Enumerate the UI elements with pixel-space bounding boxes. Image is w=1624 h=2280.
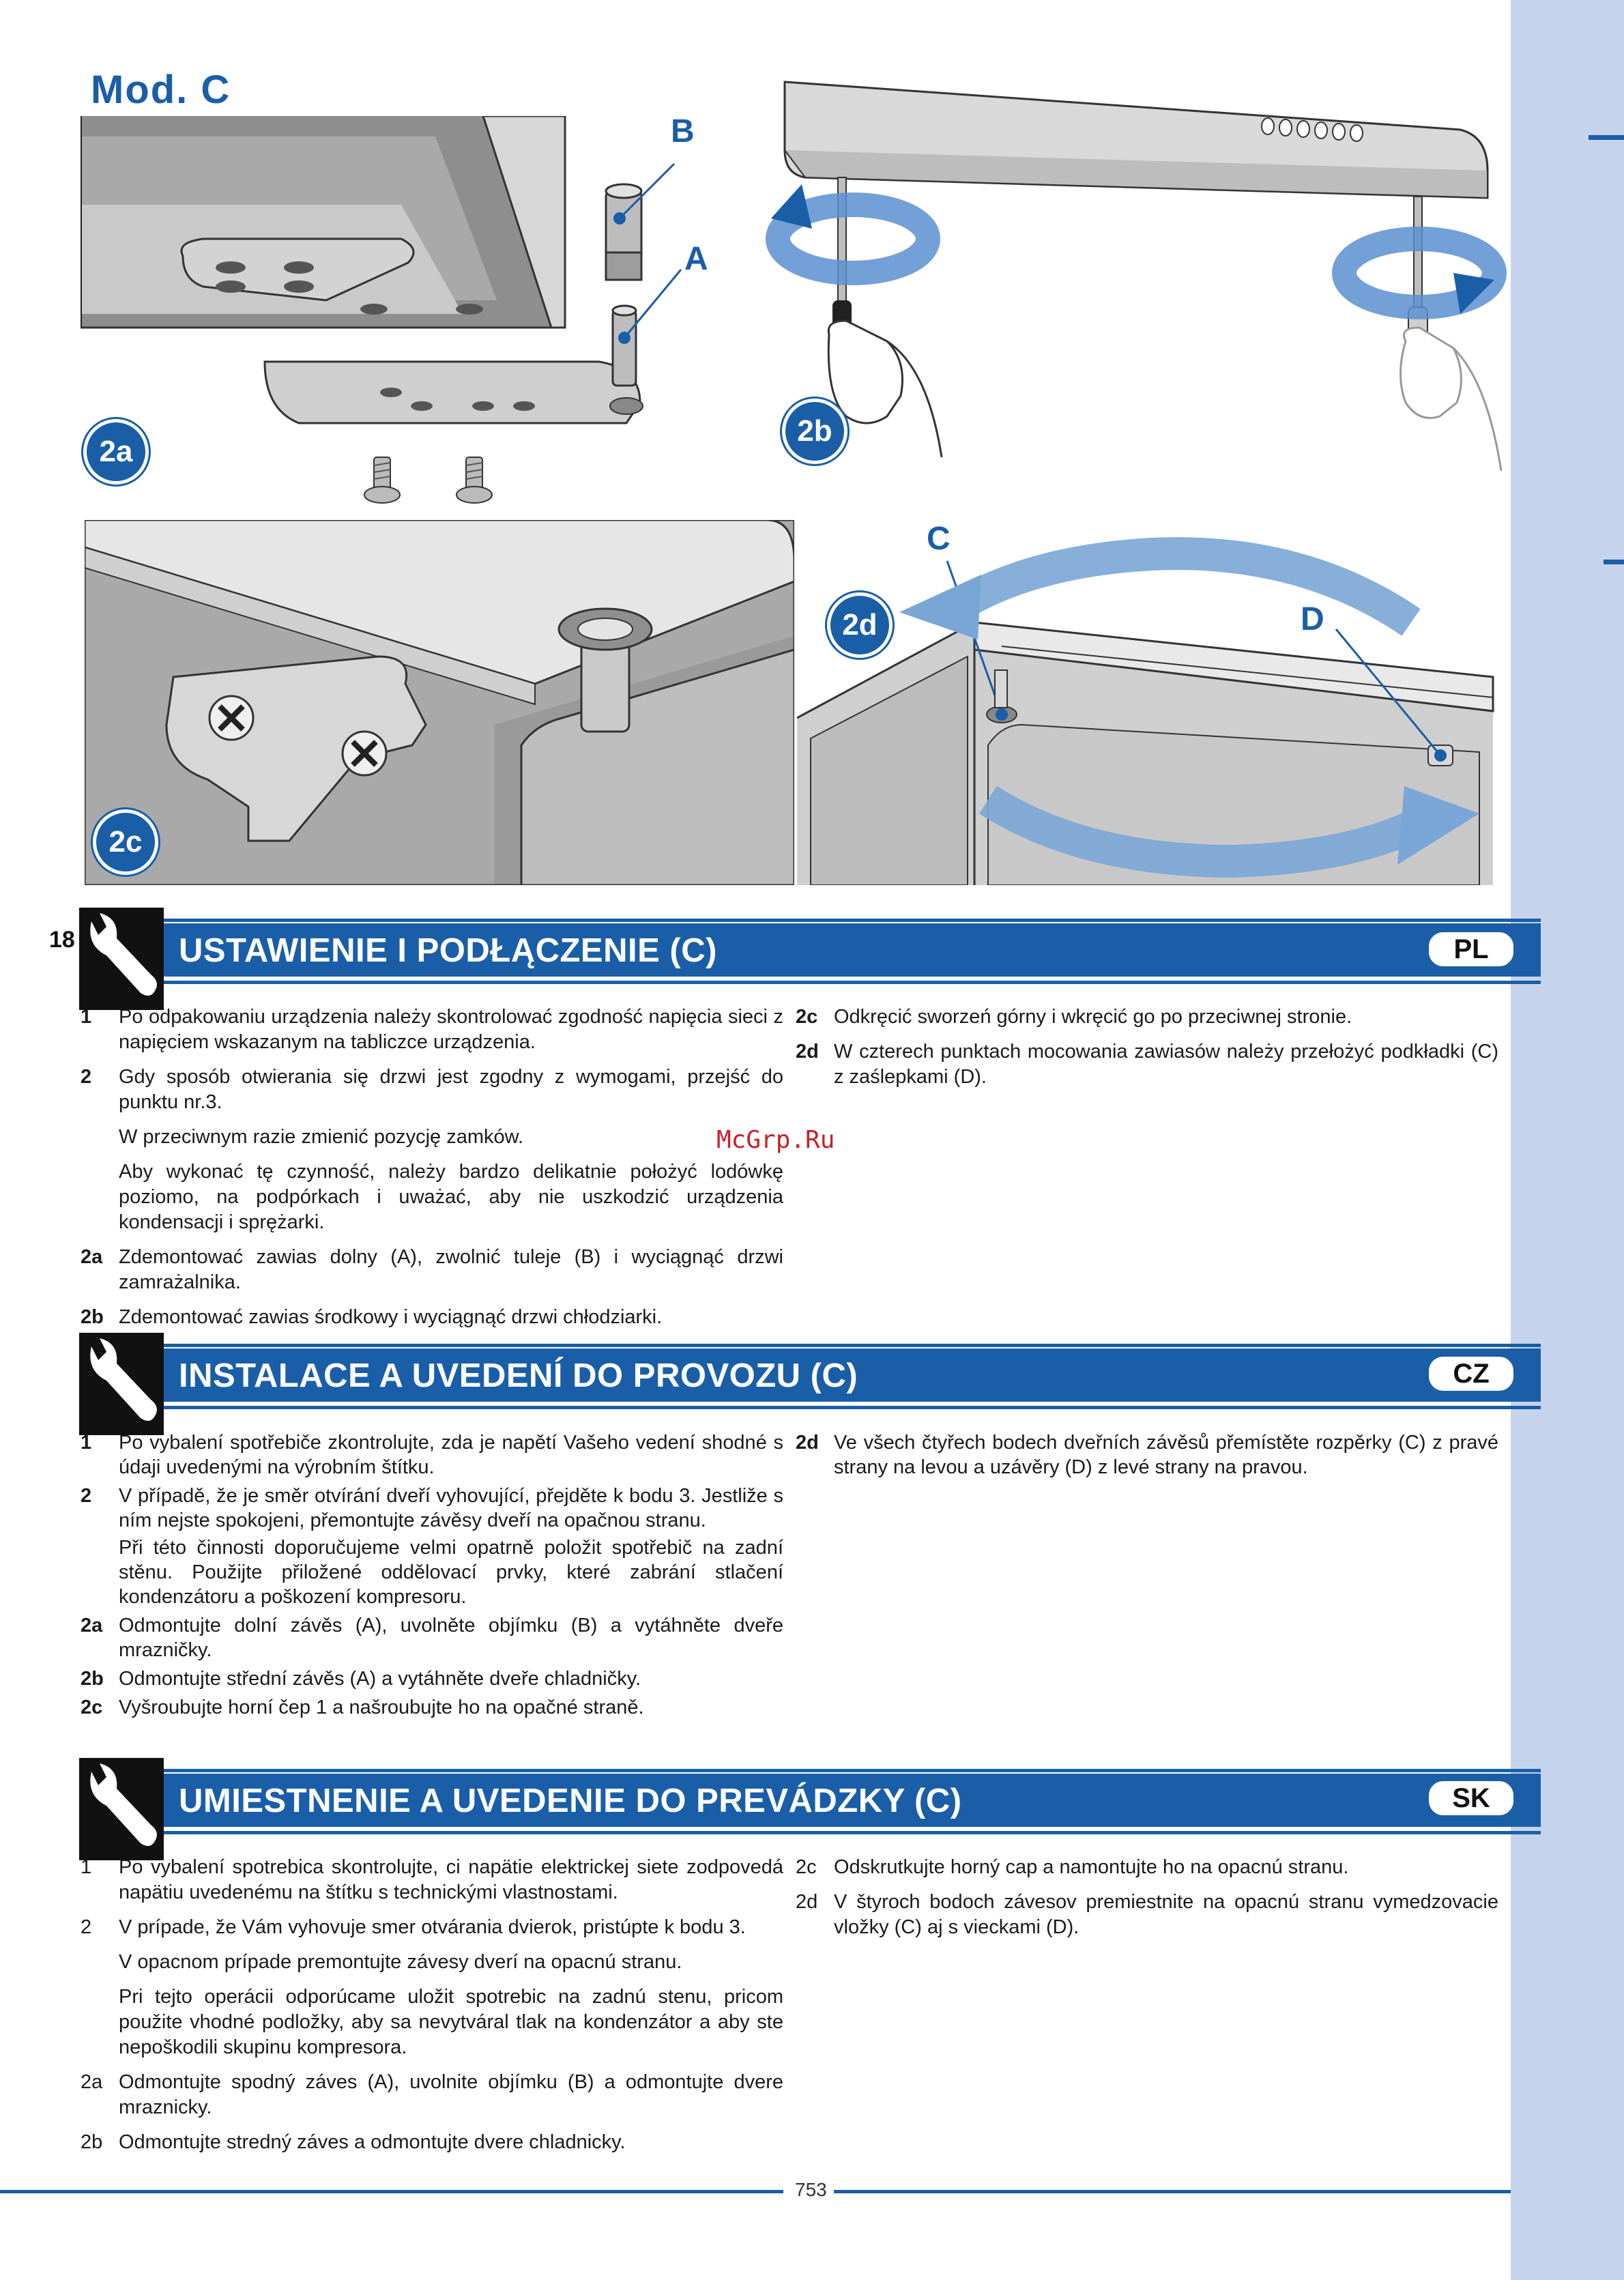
model-label: Mod. C: [91, 68, 231, 112]
list-item: 2a Odmontujte spodný záves (A), uvolnite objímku (B) a odmontujte dvere mraznicky.: [81, 2071, 783, 2118]
language-badge-pl: PL: [1426, 929, 1516, 969]
section-rule: [79, 1831, 1541, 1834]
section-title-cz: INSTALACE A UVEDENÍ DO PROVOZU (C): [179, 1357, 858, 1394]
list-item: 2a Zdemontować zawias dolny (A), zwolnić tuleje (B) i wyciągnąć drzwi zamrażalnika.: [81, 1246, 783, 1293]
list-item: 1 Po vybalení spotrebica skontrolujte, ci napätie elektrickej siete zodpovedá napätiu uvedenému na štítku s technickými vlastnostami.: [81, 1856, 783, 1903]
cz-left-column: [81, 1430, 783, 1724]
list-item: 2d V štyroch bodoch závesov premiestnite na opacnú stranu vymedzovacie vložky (C) aj s vieckami (D).: [796, 1891, 1498, 1938]
section-rule: [79, 1406, 1541, 1409]
pl-left-column: [81, 1005, 783, 1340]
list-item: 2 V případě, že je směr otvírání dveří vyhovující, přejděte k bodu 3. Jestliže s ním nejste spokojeni, přemontujte závěsy dveří na opačnou stranu. Při této činnosti doporučujeme velmi opatrně položit spotřebič na zadní stěnu. Použijte přiložené oddělovací prvky, které zabrání stlačení kondenzátoru a poškození kompresoru.: [81, 1485, 783, 1608]
list-item: 2c Odkręcić sworzeń górny i wkręcić go po przeciwnej stronie.: [796, 1006, 1352, 1028]
page-number: 18: [49, 927, 75, 953]
footer-rule: [0, 2190, 783, 2193]
watermark: McGrp.Ru: [716, 1126, 835, 1154]
sk-right-column: [796, 1855, 1498, 1950]
figure-2c: [85, 520, 794, 885]
section-rule: [79, 1344, 1541, 1347]
cz-right-column: [796, 1430, 1498, 1489]
figure-2b: [764, 75, 1511, 485]
label-b: B: [671, 113, 695, 149]
sk-left-column: [81, 1855, 783, 2165]
wrench-icon: [79, 1758, 164, 1860]
side-tab-marker: [1604, 560, 1624, 564]
label-a: A: [684, 241, 708, 277]
section-rule: [79, 919, 1541, 922]
language-badge-cz: CZ: [1426, 1354, 1516, 1394]
footer-rule: [834, 2190, 1511, 2193]
list-item: 2d W czterech punktach mocowania zawiasów należy przełożyć podkładki (C) z zaślepkami (D).: [796, 1041, 1498, 1088]
label-d: D: [1301, 601, 1324, 637]
page-number-footer: 753: [795, 2179, 827, 2200]
list-item: 2 V prípade, že Vám vyhovuje smer otvárania dvierok, pristúpte k bodu 3. V opacnom prípade premontujte závesy dverí na opacnú stranu. Pri tejto operácii odporúcame uložit spotrebic na zadnú stenu, pricom použite vhodné podložky, aby sa nevytváral tlak na kondenzátor a aby ste nepoškodili skupinu kompresora.: [81, 1916, 783, 2058]
wrench-icon: [79, 908, 164, 1010]
list-item: 2d Ve všech čtyřech bodech dveřních závěsů přemístěte rozpěrky (C) z pravé strany na levou a uzávěry (D) z levé strany na pravou.: [796, 1432, 1498, 1478]
list-item: 2b Zdemontować zawias środkowy i wyciągnąć drzwi chłodziarki.: [81, 1306, 663, 1328]
list-item: 2a Odmontujte dolní závěs (A), uvolněte objímku (B) a vytáhněte dveře mrazničky.: [81, 1615, 783, 1661]
language-badge-sk: SK: [1426, 1778, 1516, 1818]
list-item: 2 Gdy sposób otwierania się drzwi jest zgodny z wymogami, przejść do punktu nr.3. W przeciwnym razie zmienić pozycję zamków. Aby wykonać tę czynność, należy bardzo delikatnie położyć lodówkę poziomo, na podpórkach i uważać, aby nie uszkodzić urządzenia kondensacji i sprężarki.: [81, 1066, 783, 1233]
figure-badge-2b: 2b: [782, 399, 847, 464]
figure-badge-2a: 2a: [83, 419, 149, 485]
figure-2a: [81, 116, 763, 512]
pl-right-column: [796, 1005, 1498, 1099]
section-title-pl: USTAWIENIE I PODŁĄCZENIE (C): [179, 932, 717, 969]
figure-badge-2d: 2d: [827, 592, 893, 658]
figure-2d: [797, 520, 1511, 885]
label-c: C: [927, 521, 951, 557]
section-title-sk: UMIESTNENIE A UVEDENIE DO PREVÁDZKY (C): [179, 1783, 962, 1819]
page-side-band: [1511, 0, 1624, 2280]
list-item: 2b Odmontujte stredný záves a odmontujte dvere chladnicky.: [81, 2131, 626, 2153]
list-item: 1 Po vybalení spotřebiče zkontrolujte, zda je napětí Vašeho vedení shodné s údaji uvedenými na výrobním štítku.: [81, 1432, 783, 1478]
side-tab-marker: [1589, 135, 1624, 140]
list-item: 1 Po odpakowaniu urządzenia należy skontrolować zgodność napięcia sieci z napięciem wskazanym na tabliczce urządzenia.: [81, 1006, 783, 1053]
list-item: 2c Vyšroubujte horní čep 1 a našroubujte ho na opačné straně.: [81, 1697, 644, 1718]
section-rule: [79, 1769, 1541, 1772]
list-item: 2c Odskrutkujte horný cap a namontujte ho na opacnú stranu.: [796, 1856, 1349, 1878]
list-item: 2b Odmontujte střední závěs (A) a vytáhněte dveře chladničky.: [81, 1668, 641, 1690]
section-rule: [79, 981, 1541, 984]
wrench-icon: [79, 1333, 164, 1435]
figure-badge-2c: 2c: [93, 809, 158, 875]
